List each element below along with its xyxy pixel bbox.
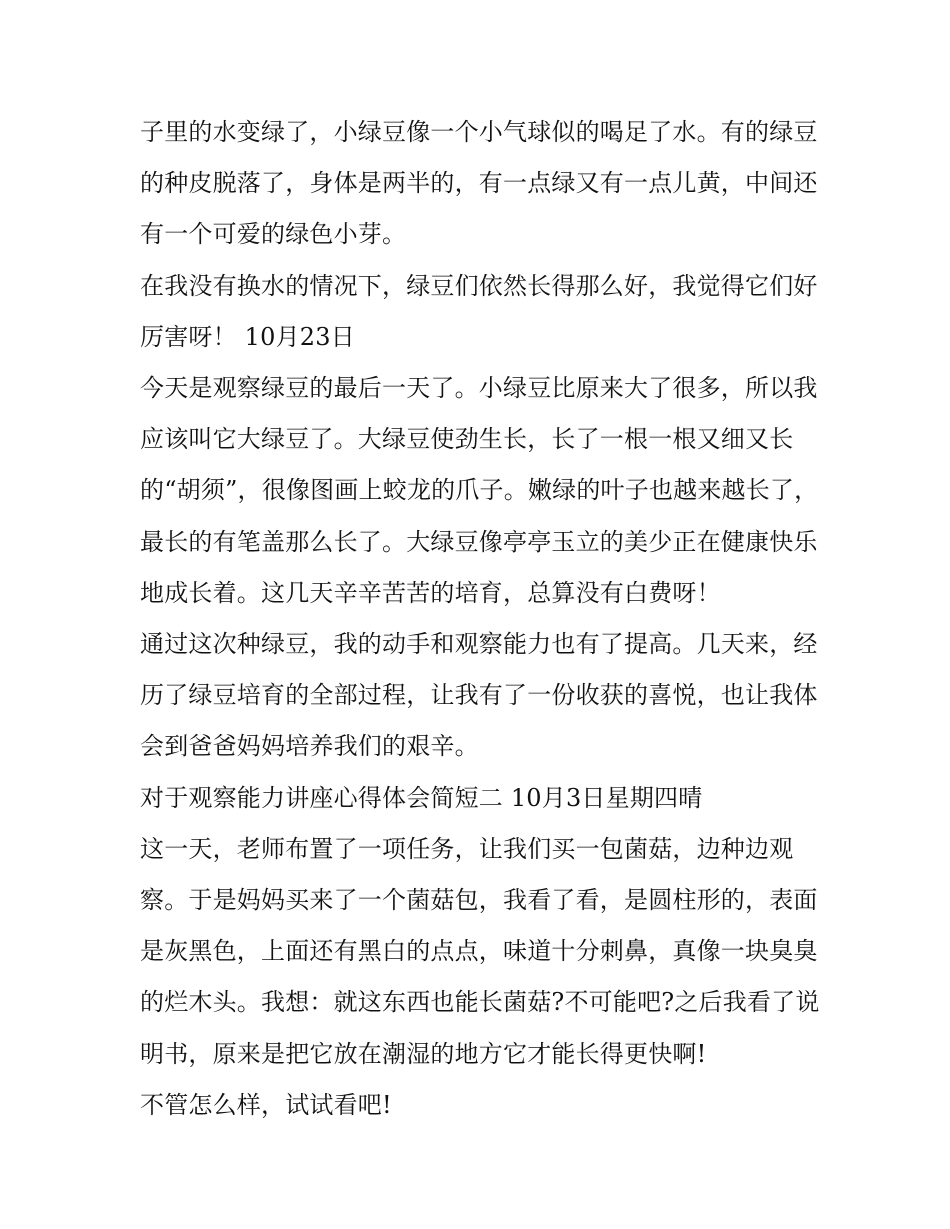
paragraph-7: 不管怎么样，试试看吧! — [140, 1090, 392, 1119]
paragraph-4: 通过这次种绿豆，我的动手和观察能力也有了提高。几天来，经历了绿豆培育的全部过程，让我有了一份收获的喜悦，也让我体会到爸爸妈妈培养我们的艰辛。 — [140, 630, 818, 761]
paragraph-2: 在我没有换水的情况下，绿豆们依然长得那么好，我觉得它们好厉害呀！ 10月23日 — [140, 271, 818, 351]
document-body — [140, 107, 820, 1131]
paragraph-5-heading: 对于观察能力讲座心得体会简短二 10月3日星期四晴 — [140, 783, 703, 812]
paragraph-6: 这一天，老师布置了一项任务，让我们买一包菌菇，边种边观察。于是妈妈买来了一个菌菇包，我看了看，是圆柱形的，表面是灰黑色，上面还有黑白的点点，味道十分刺鼻，真像一块臭臭的烂木头。我想：就这东西也能长菌菇?不可能吧?之后我看了说明书，原来是把它放在潮湿的地方它才能长得更快啊! — [140, 834, 820, 1068]
paragraph-3: 今天是观察绿豆的最后一天了。小绿豆比原来大了很多，所以我应该叫它大绿豆了。大绿豆使劲生长，长了一根一根又细又长的“胡须”，很像图画上蛟龙的爪子。嫩绿的叶子也越来越长了，最长的有笔盖那么长了。大绿豆像亭亭玉立的美少正在健康快乐地成长着。这几天辛辛苦苦的培育，总算没有白费呀！ — [140, 374, 819, 607]
paragraph-1: 子里的水变绿了，小绿豆像一个小气球似的喝足了水。有的绿豆的种皮脱落了，身体是两半的，有一点绿又有一点儿黄，中间还有一个可爱的绿色小芽。 — [140, 118, 818, 249]
